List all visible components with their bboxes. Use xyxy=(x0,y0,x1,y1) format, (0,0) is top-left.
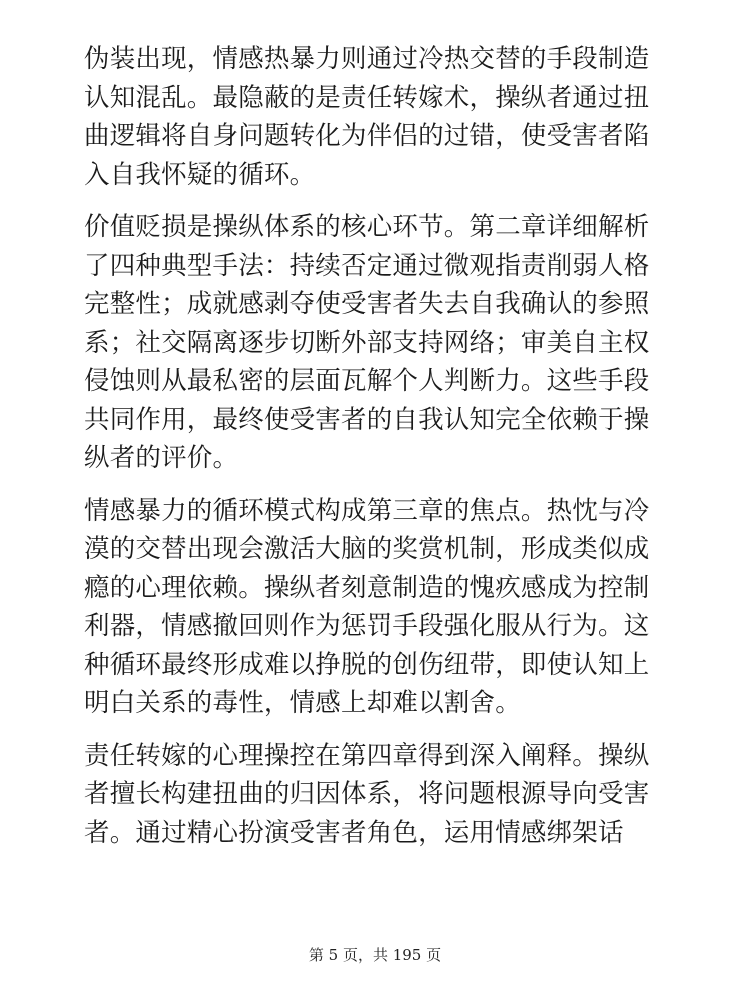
text-line: 利器，情感撤回则作为惩罚手段强化服从行为。这 xyxy=(84,611,650,641)
text-line: 入自我怀疑的循环。 xyxy=(84,159,316,190)
text-line: 瘾的心理依赖。操纵者刻意制造的愧疚感成为控制 xyxy=(84,572,650,603)
text-line: 伪装出现，情感热暴力则通过冷热交替的手段制造 xyxy=(84,44,650,74)
text-line: 认知混乱。最隐蔽的是责任转嫁术，操纵者通过扭 xyxy=(84,82,650,113)
text-line: 共同作用，最终使受害者的自我认知完全依赖于操 xyxy=(84,404,650,435)
paragraph-4 xyxy=(84,737,684,853)
paragraph-1 xyxy=(84,40,684,194)
text-line: 系；社交隔离逐步切断外部支持网络；审美自主权 xyxy=(84,327,650,358)
text-line: 曲逻辑将自身问题转化为伴侣的过错，使受害者陷 xyxy=(84,121,650,151)
text-line: 责任转嫁的心理操控在第四章得到深入阐释。操纵 xyxy=(84,740,650,771)
paragraph-2 xyxy=(84,208,684,478)
text-line: 纵者的评价。 xyxy=(84,443,239,473)
text-line: 漠的交替出现会激活大脑的奖赏机制，形成类似成 xyxy=(84,534,650,564)
paragraph-3 xyxy=(84,492,684,723)
text-line: 了四种典型手法：持续否定通过微观指责削弱人格 xyxy=(84,250,650,281)
body-text xyxy=(84,40,684,866)
text-line: 种循环最终形成难以挣脱的创伤纽带，即使认知上 xyxy=(84,649,650,680)
text-line: 价值贬损是操纵体系的核心环节。第二章详细解析 xyxy=(84,212,650,242)
text-line: 完整性；成就感剥夺使受害者失去自我确认的参照 xyxy=(84,289,650,319)
text-line: 侵蚀则从最私密的层面瓦解个人判断力。这些手段 xyxy=(84,366,650,396)
text-line: 者。通过精心扮演受害者角色，运用情感绑架话 xyxy=(84,817,624,848)
page-number-footer: 第 5 页，共 195 页 xyxy=(308,946,442,964)
text-line: 明白关系的毒性，情感上却难以割舍。 xyxy=(84,688,521,718)
text-line: 情感暴力的循环模式构成第三章的焦点。热忱与冷 xyxy=(84,495,650,526)
text-line: 者擅长构建扭曲的归因体系，将问题根源导向受害 xyxy=(84,779,650,809)
